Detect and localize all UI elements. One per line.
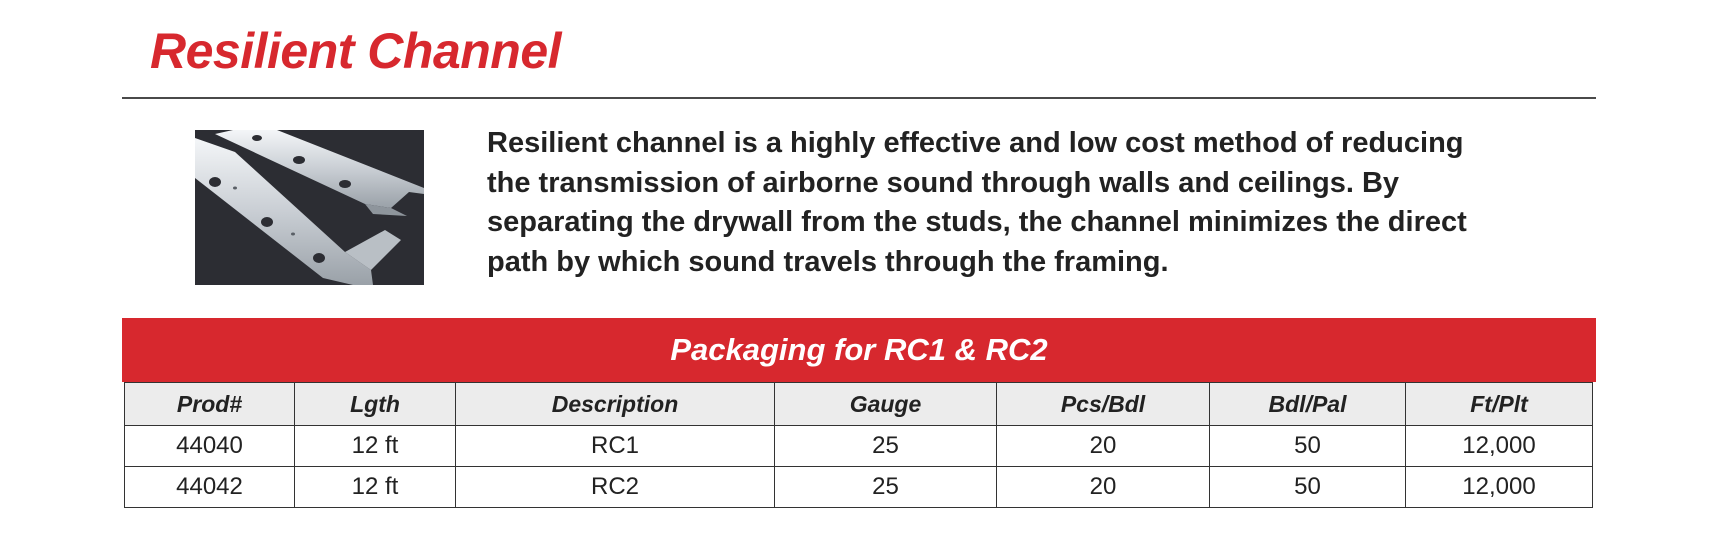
cell-prod: 44040 (125, 426, 295, 467)
cell-pcs-per-bundle: 20 (997, 467, 1210, 508)
cell-gauge: 25 (775, 467, 997, 508)
cell-length: 12 ft (295, 467, 456, 508)
table-row (125, 426, 1593, 467)
header-pcs-per-bundle: Pcs/Bdl (997, 383, 1210, 426)
header-description: Description (456, 383, 775, 426)
table-row (125, 467, 1593, 508)
resilient-channel-image (195, 130, 424, 285)
cell-length: 12 ft (295, 426, 456, 467)
packaging-table-title: Packaging for RC1 & RC2 (122, 318, 1596, 382)
header-gauge: Gauge (775, 383, 997, 426)
cell-gauge: 25 (775, 426, 997, 467)
title-divider (122, 97, 1596, 99)
cell-feet-per-pallet: 12,000 (1406, 426, 1593, 467)
table-header-row (125, 383, 1593, 426)
cell-description: RC1 (456, 426, 775, 467)
cell-pcs-per-bundle: 20 (997, 426, 1210, 467)
header-bundles-per-pallet: Bdl/Pal (1210, 383, 1406, 426)
page-title: Resilient Channel (150, 23, 562, 79)
product-photo (195, 130, 424, 285)
cell-bundles-per-pallet: 50 (1210, 426, 1406, 467)
product-description: Resilient channel is a highly effective and low cost method of reducing the transmission of airborne sound through walls and ceilings. By separating the drywall from the studs, the channel minimizes the direct path by which sound travels through the framing. (487, 127, 1467, 278)
header-feet-per-pallet: Ft/Plt (1406, 383, 1593, 426)
packaging-table (124, 382, 1593, 508)
cell-feet-per-pallet: 12,000 (1406, 467, 1593, 508)
header-prod: Prod# (125, 383, 295, 426)
cell-bundles-per-pallet: 50 (1210, 467, 1406, 508)
cell-prod: 44042 (125, 467, 295, 508)
header-length: Lgth (295, 383, 456, 426)
cell-description: RC2 (456, 467, 775, 508)
